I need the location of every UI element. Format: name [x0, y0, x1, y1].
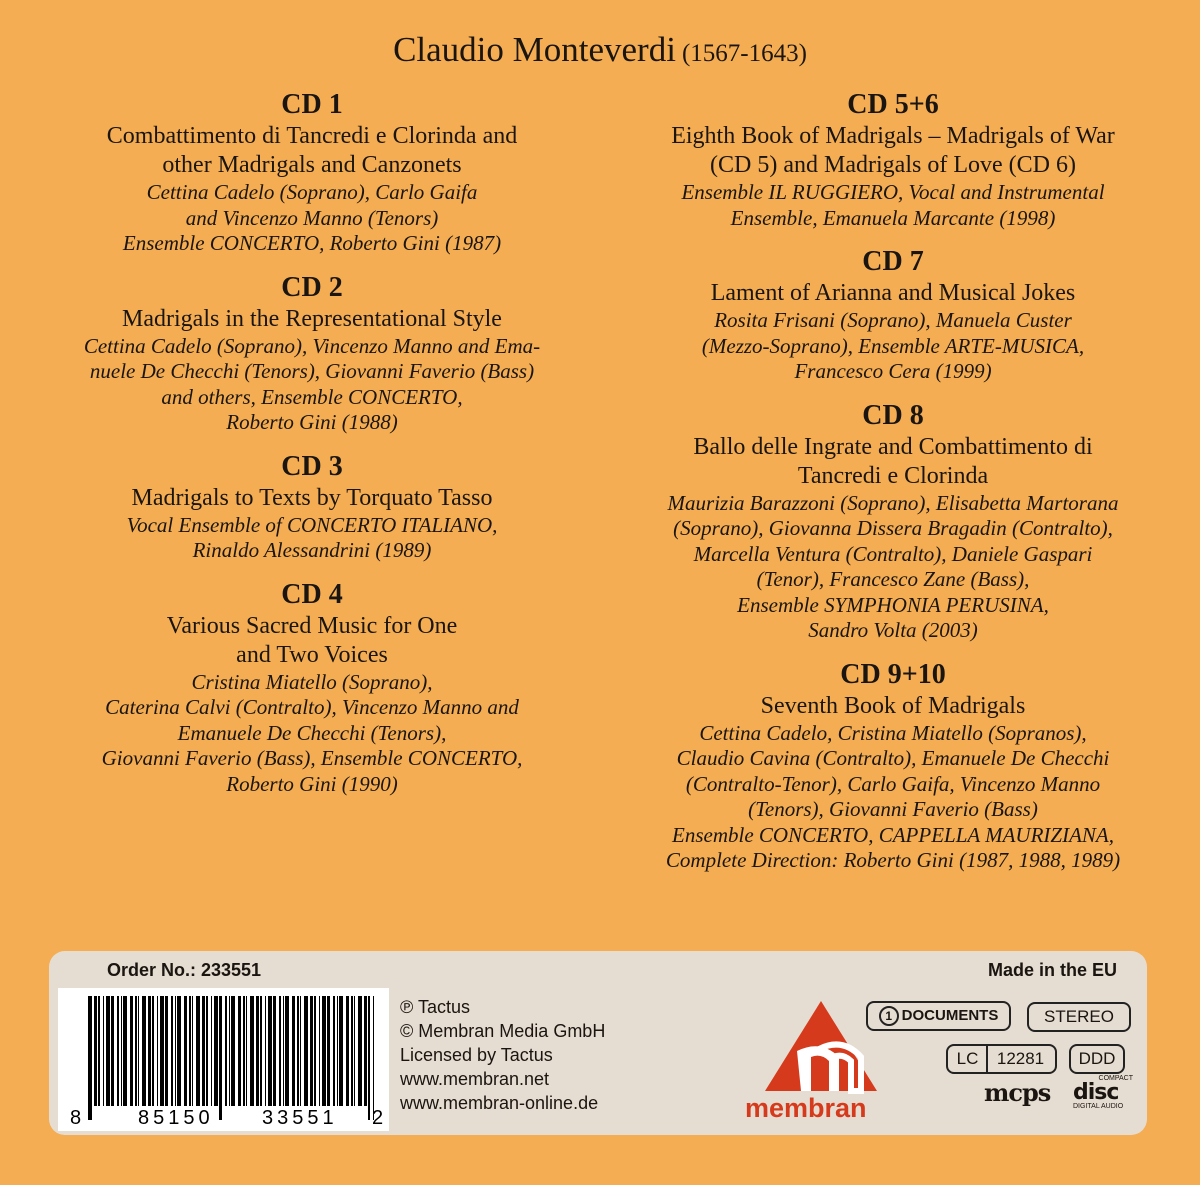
- cd-performers: Francesco Cera (1999): [794, 359, 992, 383]
- barcode-bar: [304, 996, 308, 1106]
- barcode-digits-right: 33551: [262, 1107, 338, 1129]
- barcode-bar: [358, 996, 362, 1106]
- cd-title: CD 3: [281, 450, 343, 482]
- barcode-bar: [117, 996, 119, 1106]
- barcode-bar: [206, 996, 208, 1106]
- ddd-badge: DDD: [1069, 1044, 1125, 1074]
- barcode-bar: [337, 996, 338, 1106]
- documents-badge: [866, 1001, 1011, 1031]
- barcode-bar: [229, 996, 230, 1106]
- barcode-bar: [157, 996, 158, 1106]
- barcode-bar: [175, 996, 176, 1106]
- barcode-digit-first: 8: [70, 1107, 82, 1129]
- right-column: [593, 88, 1193, 888]
- barcode-bar: [283, 996, 284, 1106]
- barcode-bar: [268, 996, 272, 1106]
- barcode-bar: [279, 996, 281, 1106]
- barcode-bar: [130, 996, 133, 1106]
- barcode-bar: [260, 996, 262, 1106]
- barcode-bar: [368, 996, 370, 1120]
- cd-performers: (Mezzo-Soprano), Ensemble ARTE-MUSICA,: [701, 333, 1085, 358]
- cd-description: Madrigals in the Representational Style: [122, 305, 502, 332]
- cd-entry: [12, 450, 612, 564]
- made-in-label: Made in the EU: [987, 960, 1117, 980]
- cd-performers: Rinaldo Alessandrini (1989): [192, 538, 432, 562]
- cd-performers: Roberto Gini (1988): [226, 410, 398, 434]
- barcode-bar: [243, 996, 245, 1106]
- barcode-bar: [171, 996, 173, 1106]
- barcode-bar: [111, 996, 114, 1106]
- cd-performers: Maurizia Barazzoni (Soprano), Elisabetta Martorana: [667, 490, 1119, 515]
- barcode-bar: [202, 996, 205, 1106]
- cd-performers: Ensemble, Emanuela Marcante (1998): [730, 205, 1056, 230]
- barcode-bar: [300, 996, 301, 1106]
- barcode-bar: [219, 996, 222, 1120]
- barcode-bar: [297, 996, 299, 1106]
- cd-description: (CD 5) and Madrigals of Love (CD 6): [710, 152, 1076, 178]
- cd-entry: [593, 399, 1193, 644]
- info-panel: [49, 951, 1147, 1135]
- barcode-bar: [196, 996, 200, 1106]
- cd-entry: [12, 578, 612, 798]
- barcode-bar: [364, 996, 367, 1106]
- barcode-bar: [225, 996, 227, 1106]
- cd-performers: Giovanni Faverio (Bass), Ensemble CONCERTO,: [101, 746, 523, 770]
- barcode-bar: [373, 996, 374, 1120]
- lc-label: LC: [950, 1046, 988, 1072]
- mcps-logo: mcps: [984, 1078, 1051, 1107]
- cd-performers: Roberto Gini (1990): [226, 771, 398, 796]
- barcode-bar: [314, 996, 316, 1106]
- cd-performers: Rosita Frisani (Soprano), Manuela Custer: [714, 308, 1072, 332]
- credit-line: ℗ Tactus: [400, 997, 470, 1017]
- credit-line: www.membran.net: [400, 1069, 550, 1089]
- barcode-bar: [292, 996, 295, 1106]
- barcode-bar: [88, 996, 92, 1120]
- credits: [400, 995, 605, 1115]
- cd-performers: Cettina Cadelo (Soprano), Carlo Gaifa: [146, 180, 478, 204]
- barcode-bar: [192, 996, 193, 1106]
- barcode-bar: [319, 996, 320, 1106]
- barcode-bar: [152, 996, 154, 1106]
- barcode-bar: [265, 996, 266, 1106]
- barcode: [58, 988, 389, 1131]
- cd-entry: [593, 245, 1193, 385]
- barcode-bar: [184, 996, 187, 1106]
- barcode-bar: [333, 996, 335, 1106]
- barcode-bar: [231, 996, 235, 1106]
- barcode-bar: [250, 996, 254, 1106]
- barcode-bar: [138, 996, 139, 1106]
- barcode-bars: [88, 996, 374, 1120]
- cd-performers: nuele De Checchi (Tenors), Giovanni Faverio (Bass): [89, 359, 535, 383]
- barcode-bar: [94, 996, 97, 1106]
- cd-performers: Ensemble CONCERTO, Roberto Gini (1987): [122, 231, 502, 255]
- cd-description: Ballo delle Ingrate and Combattimento di: [693, 433, 1093, 460]
- barcode-bar: [142, 996, 146, 1106]
- cd-performers: Emanuele De Checchi (Tenors),: [177, 720, 447, 745]
- credit-line: Licensed by Tactus: [400, 1045, 553, 1065]
- cd-performers: and others, Ensemble CONCERTO,: [161, 384, 463, 409]
- credit-line: © Membran Media GmbH: [400, 1021, 606, 1041]
- disc-top-text: COMPACT: [1098, 1075, 1133, 1082]
- barcode-bar: [148, 996, 151, 1106]
- barcode-bar: [238, 996, 241, 1106]
- copyright-circle-icon: 1: [879, 1006, 899, 1026]
- cd-description: Lament of Arianna and Musical Jokes: [710, 280, 1076, 306]
- barcode-bar: [177, 996, 181, 1106]
- cd-performers: Ensemble SYMPHONIA PERUSINA,: [737, 592, 1049, 617]
- barcode-bar: [121, 996, 122, 1106]
- cd-performers: and Vincenzo Manno (Tenors): [185, 205, 439, 230]
- cd-performers: Ensemble IL RUGGIERO, Vocal and Instrumental: [681, 180, 1105, 204]
- cd-description: Combattimento di Tancredi e Clorinda and: [106, 123, 518, 149]
- barcode-bar: [165, 996, 168, 1106]
- cd-description: and Two Voices: [236, 641, 388, 668]
- barcode-digit-last: 2: [372, 1107, 384, 1129]
- barcode-bar: [256, 996, 259, 1106]
- barcode-bar: [123, 996, 127, 1106]
- cd-title: CD 8: [862, 399, 924, 431]
- barcode-bar: [273, 996, 276, 1106]
- cd-performers: Sandro Volta (2003): [808, 618, 978, 642]
- barcode-bar: [346, 996, 349, 1106]
- cd-title: CD 2: [281, 271, 343, 303]
- documents-label: DOCUMENTS: [901, 1007, 999, 1024]
- disc-bottom-text: DIGITAL AUDIO: [1073, 1103, 1124, 1110]
- barcode-bar: [339, 996, 343, 1106]
- compact-disc-logo: [1073, 1075, 1133, 1111]
- composer-years: (1567-1643): [681, 40, 807, 67]
- cd-entry: [12, 88, 612, 257]
- composer-name: Claudio Monteverdi: [393, 30, 676, 69]
- barcode-bar: [310, 996, 313, 1106]
- disc-main-text: disc: [1073, 1080, 1119, 1105]
- cd-performers: (Soprano), Giovanna Dissera Bragadin (Contralto),: [673, 516, 1113, 540]
- cd-performers: (Contralto-Tenor), Carlo Gaifa, Vincenzo Manno: [685, 771, 1101, 796]
- cd-description: Eighth Book of Madrigals – Madrigals of War: [671, 123, 1115, 149]
- barcode-bar: [160, 996, 164, 1106]
- lc-badge: [946, 1044, 1057, 1074]
- barcode-digits-left: 85150: [138, 1107, 214, 1129]
- cd-performers: Ensemble CONCERTO, CAPPELLA MAURIZIANA,: [672, 822, 1114, 847]
- cd-title: CD 5+6: [847, 89, 939, 120]
- cd-performers: Cristina Miatello (Soprano),: [191, 669, 433, 694]
- barcode-bar: [214, 996, 218, 1106]
- cd-performers: (Tenors), Giovanni Faverio (Bass): [748, 797, 1038, 821]
- barcode-bar: [246, 996, 247, 1106]
- order-number: Order No.: 233551: [107, 960, 262, 980]
- cd-title: CD 4: [281, 578, 343, 610]
- cd-description: Tancredi e Clorinda: [797, 462, 989, 489]
- cd-performers: Complete Direction: Roberto Gini (1987, 1988, 1989): [665, 848, 1121, 872]
- barcode-bar: [327, 996, 330, 1106]
- page-header: [0, 30, 1200, 70]
- left-column: [12, 88, 612, 811]
- cd-description: Various Sacred Music for One: [166, 612, 458, 639]
- cd-entry: [593, 88, 1193, 231]
- cd-title: CD 1: [281, 89, 343, 120]
- barcode-bar: [189, 996, 191, 1106]
- cd-performers: Cettina Cadelo (Soprano), Vincenzo Manno and Ema-: [83, 333, 541, 358]
- cd-entry: [593, 658, 1193, 874]
- cd-entry: [12, 271, 612, 436]
- barcode-bar: [351, 996, 353, 1106]
- barcode-bar: [106, 996, 110, 1106]
- cd-performers: Caterina Calvi (Contralto), Vincenzo Manno and: [105, 695, 519, 719]
- cd-description: Madrigals to Texts by Torquato Tasso: [131, 484, 493, 511]
- membran-logo-text: membran: [745, 1093, 867, 1123]
- credit-line: www.membran-online.de: [400, 1093, 599, 1113]
- barcode-bar: [103, 996, 104, 1106]
- cd-performers: Vocal Ensemble of CONCERTO ITALIANO,: [126, 512, 498, 537]
- cd-description: other Madrigals and Canzonets: [162, 152, 462, 178]
- cd-description: Seventh Book of Madrigals: [760, 692, 1026, 719]
- cd-title: CD 9+10: [840, 658, 946, 690]
- cd-performers: (Tenor), Francesco Zane (Bass),: [756, 567, 1030, 591]
- lc-number: 12281: [996, 1049, 1045, 1068]
- stereo-badge: STEREO: [1027, 1002, 1131, 1032]
- cd-performers: Claudio Cavina (Contralto), Emanuele De Checchi: [676, 746, 1110, 770]
- cd-title: CD 7: [862, 246, 924, 277]
- cd-performers: Marcella Ventura (Contralto), Daniele Gaspari: [693, 541, 1093, 566]
- barcode-bar: [98, 996, 100, 1106]
- barcode-bar: [211, 996, 212, 1106]
- cd-performers: Cettina Cadelo, Cristina Miatello (Sopranos),: [699, 720, 1087, 745]
- barcode-bar: [285, 996, 289, 1106]
- barcode-bar: [135, 996, 137, 1106]
- barcode-bar: [354, 996, 355, 1106]
- barcode-bar: [322, 996, 326, 1106]
